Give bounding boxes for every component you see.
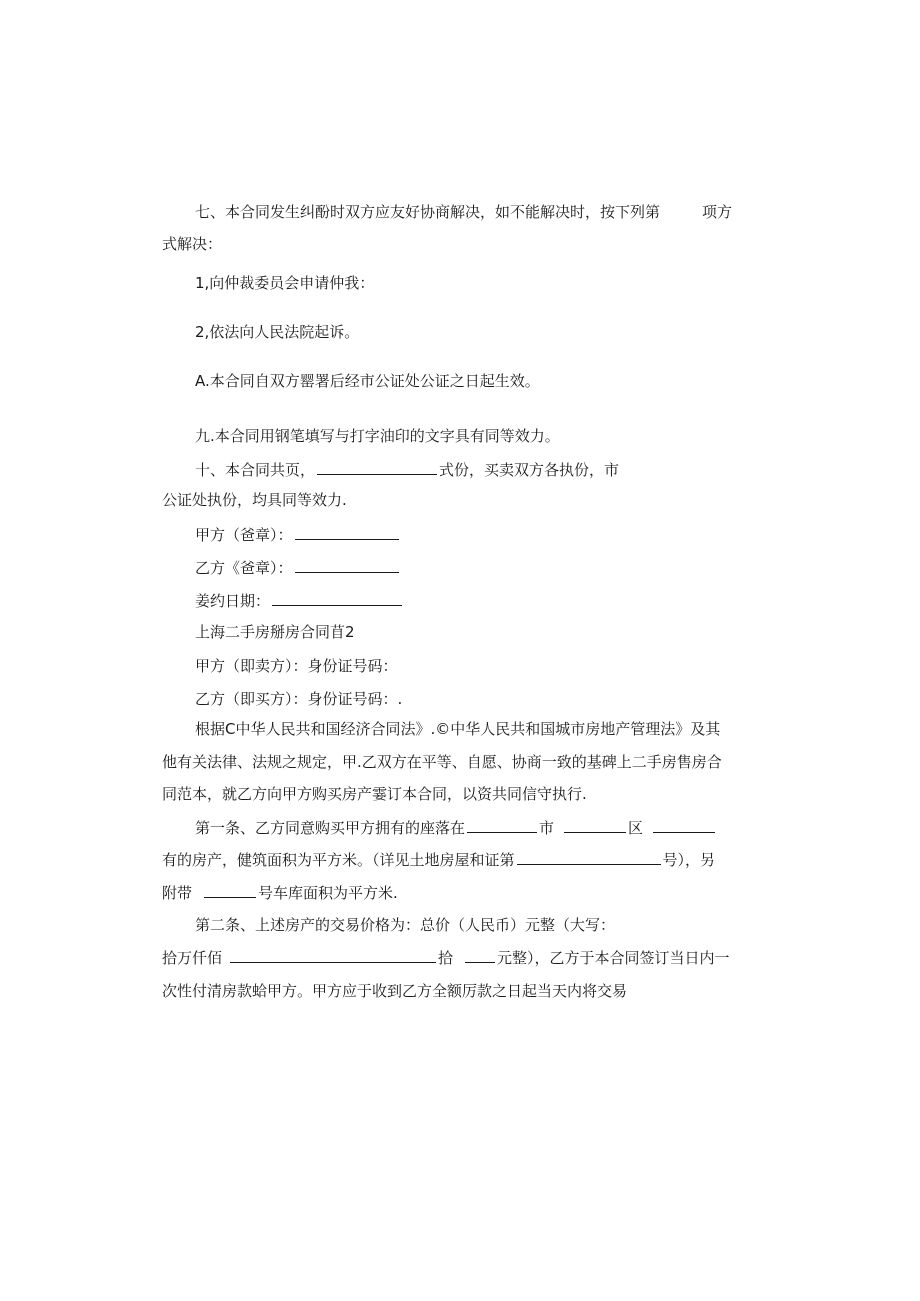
- article2-ten-label: 拾: [438, 949, 454, 967]
- copies-blank[interactable]: [317, 459, 437, 475]
- sign-party-a-label: 甲方（爸章）：: [195, 526, 293, 544]
- clause7-text-end: 项方: [702, 203, 733, 221]
- sign-party-b-blank[interactable]: [295, 557, 399, 573]
- article2-payment-text: 元整），乙方于本合同签订当日内一: [497, 949, 730, 967]
- article1-attached-label: 附带: [162, 884, 193, 902]
- amount-blank[interactable]: [230, 947, 436, 963]
- clause10-line2: 公证处执份，均具同等效力.: [162, 491, 347, 509]
- option-2: 2,依法向人民法院起诉。: [195, 323, 360, 341]
- party-a-id: 甲方（即卖方）：身份证号码：: [195, 657, 398, 675]
- clause10-line1: [195, 459, 619, 480]
- clause-8: A.本合同自双方罂署后经市公证处公证之日起生效。: [195, 372, 540, 390]
- sign-date-blank[interactable]: [272, 590, 402, 606]
- sign-party-b-label: 乙方《爸章）：: [195, 559, 293, 577]
- sign-party-b: [195, 557, 401, 578]
- clause7-line1: [195, 202, 732, 222]
- article2-amount-label: 拾万仟佰: [162, 949, 223, 967]
- party-b-id: 乙方（即买方）：身份证号码：.: [195, 690, 403, 708]
- article1-line3: [162, 882, 398, 903]
- address-blank[interactable]: [653, 817, 715, 833]
- sign-party-a-blank[interactable]: [295, 524, 399, 540]
- clause-9: 九.本合同用钢笔填写与打字油印的文字具有同等效力。: [195, 427, 560, 445]
- clause10-part1: 十、本合同共页，: [195, 461, 316, 479]
- preamble-line3: 同范本，就乙方向甲方购买房产霎订本合同，以资共同信守执行.: [162, 785, 587, 803]
- preamble-line2: 他有关法律、法规之规定，甲.乙双方在平等、自愿、协商一致的基碑上二手房售房合: [162, 753, 722, 771]
- article1-location-label: 第一条、乙方同意购买甲方拥有的座落在: [195, 819, 466, 837]
- district-blank[interactable]: [564, 817, 626, 833]
- amount-unit-blank[interactable]: [465, 947, 495, 963]
- article1-line2: [162, 849, 715, 870]
- clause10-part2: 式份，买卖双方各执份，市: [439, 461, 620, 479]
- sign-party-a: [195, 524, 401, 545]
- clause7-text: 七、本合同发生纠酚时双方应友好协商解决，如不能解决时，按下列第: [195, 203, 661, 221]
- contract-title-2: 上海二手房掰房合同苜2: [195, 623, 355, 641]
- article1-area-label: 有的房产，健筑面积为平方米。（详见土地房屋和证第: [162, 851, 515, 869]
- city-label: 市: [539, 819, 555, 837]
- option-1: 1,向仲裁委员会申请仲我：: [195, 274, 375, 292]
- sign-date-label: 姜约日期：: [195, 592, 271, 610]
- district-label: 区: [628, 819, 644, 837]
- certificate-no-blank[interactable]: [517, 849, 661, 865]
- article2-line1: 第二条、上述房产的交易价格为：总价（人民币）元整（大写：: [195, 916, 616, 934]
- article1-garage-intro: 号），另: [662, 851, 716, 869]
- article1-line1: [195, 817, 717, 838]
- article1-garage-area: 号车库面积为平方米.: [258, 884, 398, 902]
- clause7-line2: 式解决：: [162, 235, 223, 253]
- article2-line3: 次性付清房款蛤甲方。甲方应于收到乙方全额厉款之日起当天内将交易: [162, 982, 628, 1000]
- sign-date: [195, 590, 404, 611]
- article2-line2: [162, 947, 730, 968]
- garage-no-blank[interactable]: [204, 882, 256, 898]
- city-blank[interactable]: [467, 817, 537, 833]
- preamble-line1: 根据C中华人民共和国经济合同法》.©中华人民共和国城市房地产管理法》及其: [195, 720, 721, 738]
